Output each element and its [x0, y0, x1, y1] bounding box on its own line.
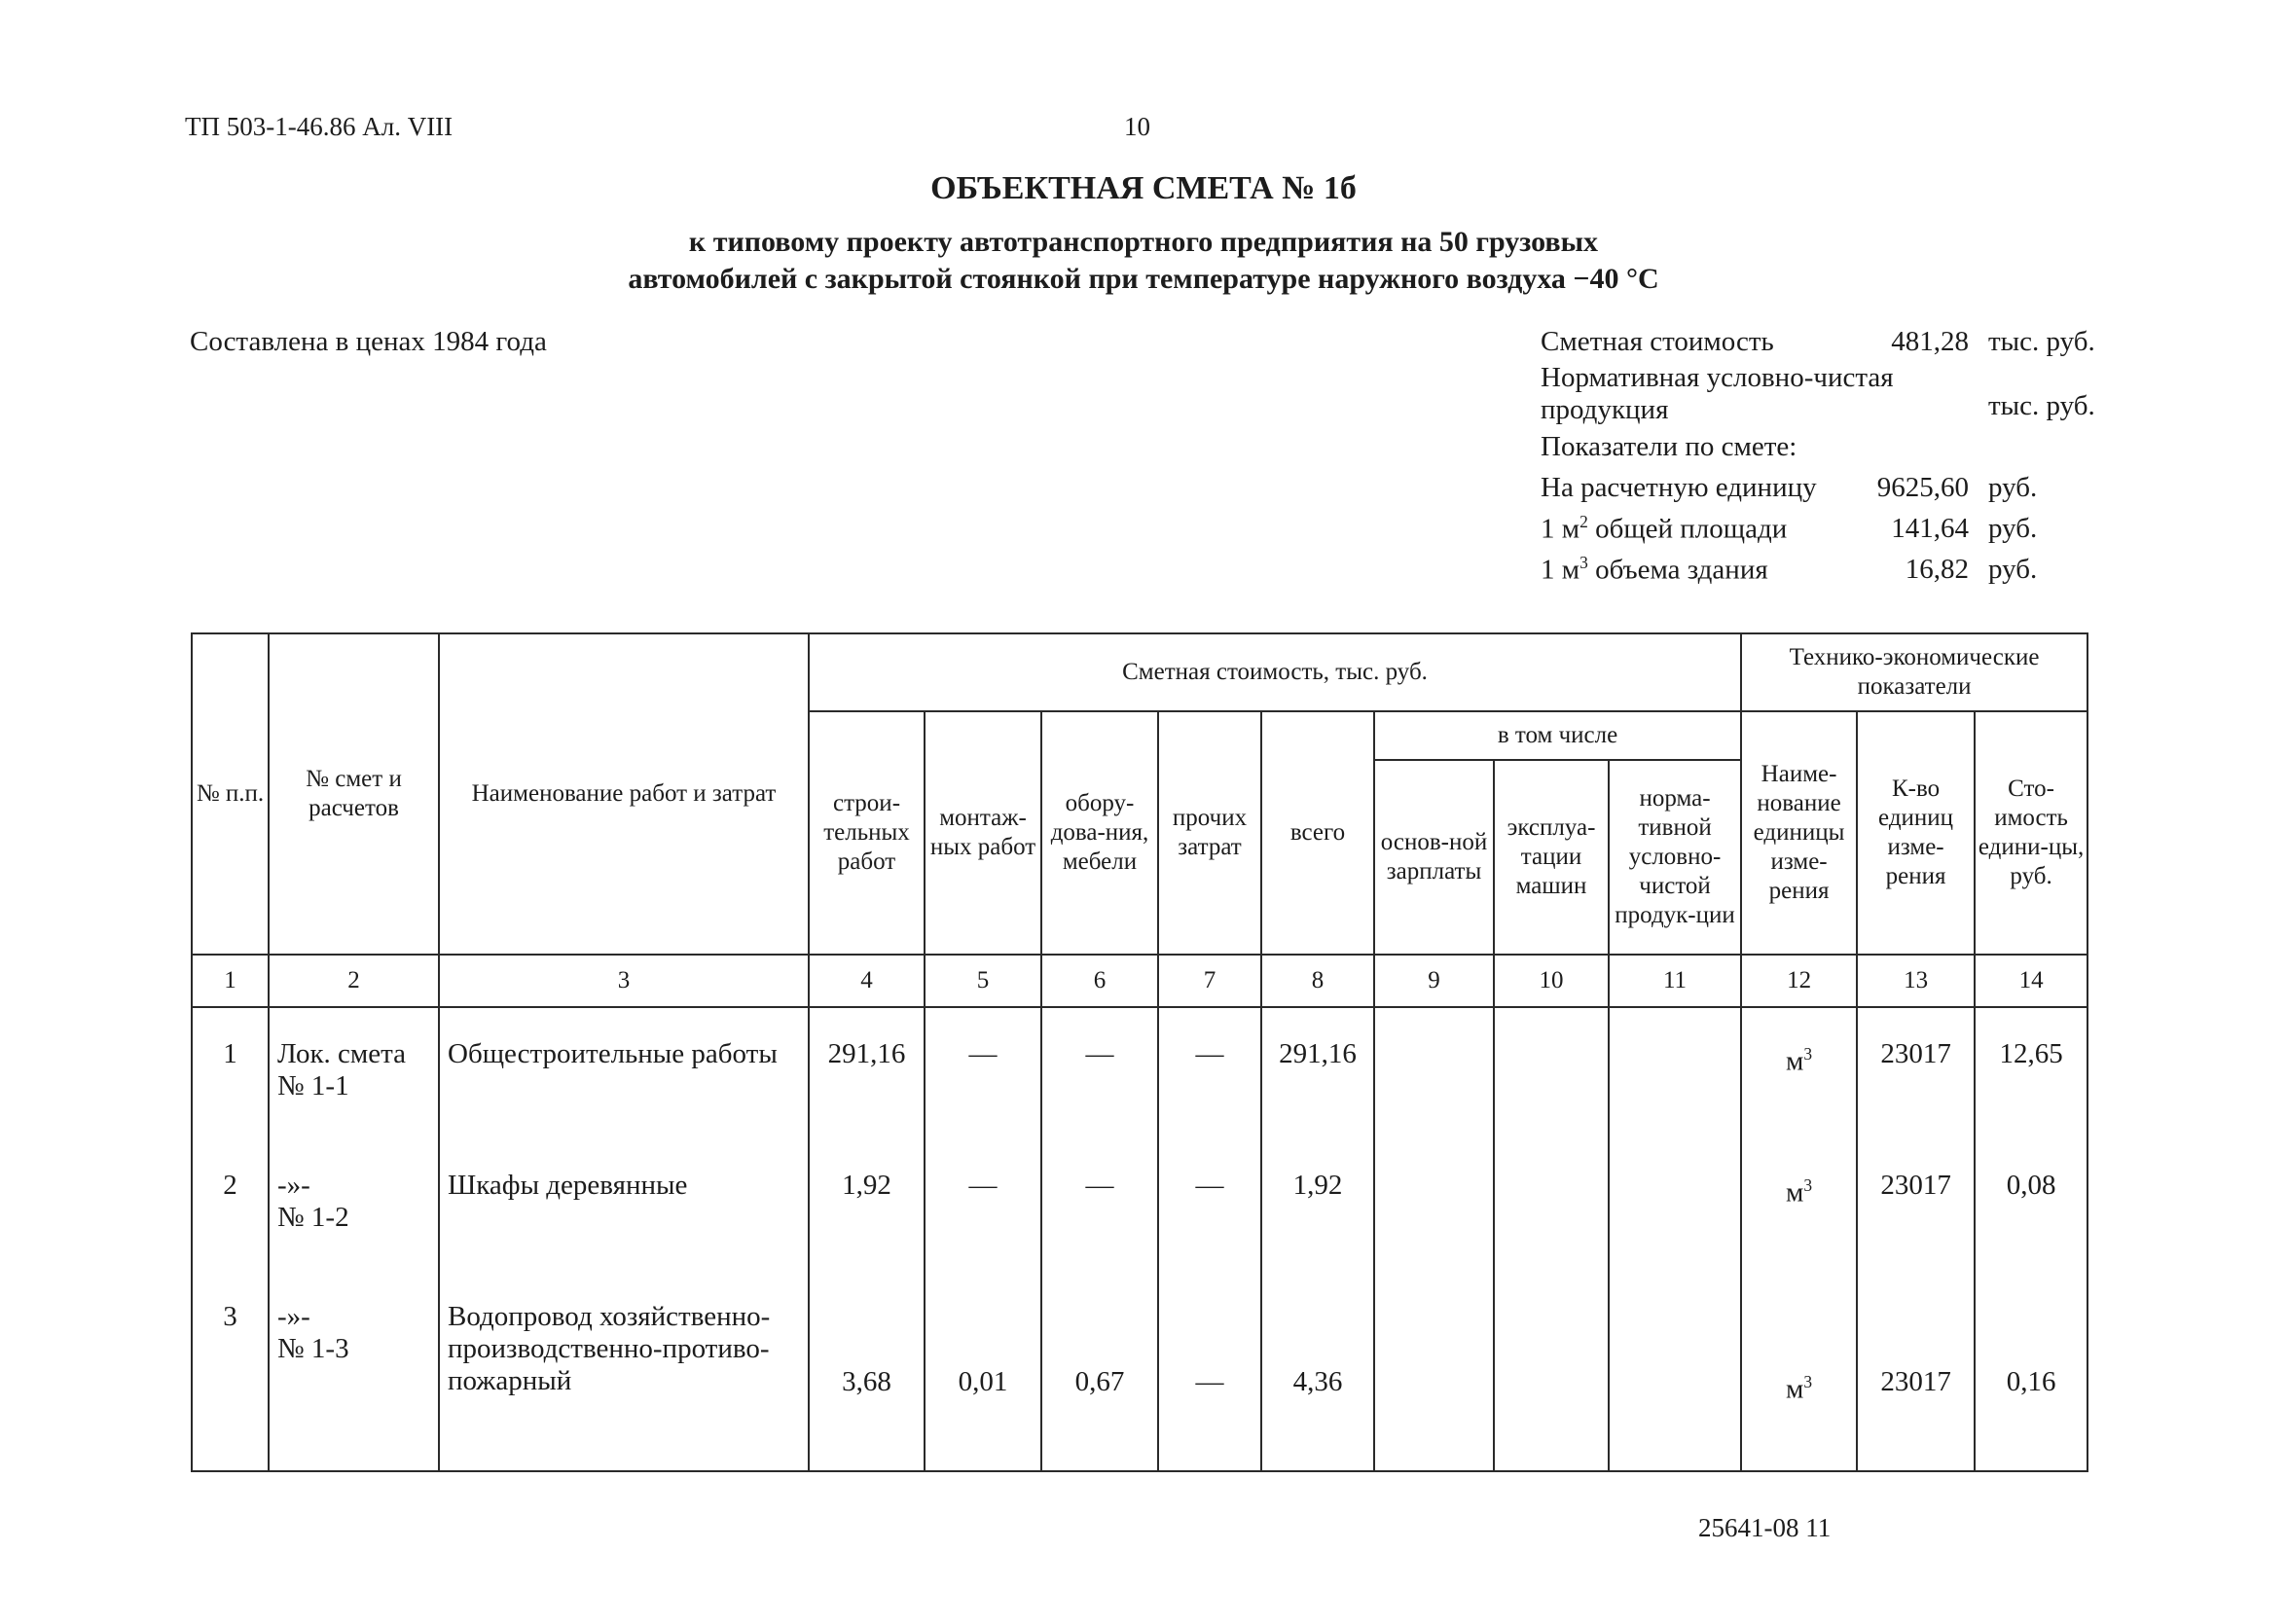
row-installation: —	[925, 1170, 1041, 1301]
row-estimate: -»- № 1-2	[269, 1170, 439, 1301]
row-unit-name: $м^3$	[1741, 1170, 1857, 1301]
summary-value: 481,28	[1891, 325, 1969, 357]
summary-label: 1 $м^3$ объема здания	[1541, 552, 1768, 586]
row-total: 291,16	[1261, 1038, 1374, 1170]
summary-row-normative	[1541, 362, 2095, 426]
summary-row-indicators	[1541, 426, 2095, 467]
row-machines	[1494, 1038, 1609, 1170]
column-number: 11	[1609, 955, 1741, 1007]
spacer-row	[192, 1007, 2087, 1038]
row-estimate: -»- № 1-3	[269, 1301, 439, 1471]
row-name: Шкафы деревянные	[439, 1170, 809, 1301]
header-total: всего	[1261, 711, 1374, 955]
row-unit-count: 23017	[1857, 1170, 1975, 1301]
row-construction: 3,68	[809, 1301, 925, 1471]
row-normative	[1609, 1170, 1741, 1301]
header-tech-group: Технико-экономические показатели	[1741, 633, 2087, 711]
header-installation: монтаж-ных работ	[925, 711, 1041, 955]
row-total: 4,36	[1261, 1301, 1374, 1471]
cost-summary	[1541, 321, 2095, 590]
summary-unit: тыс. руб.	[1988, 390, 2095, 421]
summary-unit: руб.	[1988, 553, 2038, 585]
column-number: 13	[1857, 955, 1975, 1007]
row-estimate: Лок. смета № 1-1	[269, 1038, 439, 1170]
column-number: 6	[1041, 955, 1158, 1007]
row-other: —	[1158, 1301, 1261, 1471]
row-installation: 0,01	[925, 1301, 1041, 1471]
column-number: 14	[1975, 955, 2087, 1007]
summary-label: На расчетную единицу	[1541, 471, 1817, 503]
row-name: Водопровод хозяйственно- производственно-противо- пожарный	[439, 1301, 809, 1471]
row-normative	[1609, 1038, 1741, 1170]
header-other: прочих затрат	[1158, 711, 1261, 955]
subtitle-line-2: автомобилей с закрытой стоянкой при температуре наружного воздуха −40 °С	[628, 263, 1659, 295]
summary-label: 1 $м^2$ общей площади	[1541, 511, 1788, 545]
row-machines	[1494, 1170, 1609, 1301]
footer-code: 25641-08 11	[1698, 1513, 1832, 1542]
header-num: № п.п.	[192, 633, 269, 955]
page-subtitle	[0, 224, 2287, 298]
row-normative	[1609, 1301, 1741, 1471]
row-num: 3	[192, 1301, 269, 1471]
row-total: 1,92	[1261, 1170, 1374, 1301]
column-number: 2	[269, 955, 439, 1007]
prices-note: Составлена в ценах 1984 года	[190, 326, 547, 357]
column-number: 7	[1158, 955, 1261, 1007]
subtitle-line-1: к типовому проекту автотранспортного предприятия на 50 грузовых	[688, 226, 1599, 258]
header-wages: основ-ной зарплаты	[1374, 760, 1494, 955]
row-unit-name: $м^3$	[1741, 1301, 1857, 1471]
header-equipment: обору-дова-ния, мебели	[1041, 711, 1158, 955]
row-num: 2	[192, 1170, 269, 1301]
document-code: ТП 503-1-46.86 Ал. VIII	[185, 112, 454, 141]
estimate-table	[191, 632, 2088, 1472]
row-unit-cost: 0,16	[1975, 1301, 2087, 1471]
table-row	[192, 1170, 2087, 1301]
header-including: в том числе	[1374, 711, 1741, 760]
row-name: Общестроительные работы	[439, 1038, 809, 1170]
column-number: 5	[925, 955, 1041, 1007]
row-unit-count: 23017	[1857, 1301, 1975, 1471]
column-number: 4	[809, 955, 925, 1007]
header-normative: норма-тивной условно-чистой продук-ции	[1609, 760, 1741, 955]
summary-row-per-m3	[1541, 549, 2095, 590]
row-unit-count: 23017	[1857, 1038, 1975, 1170]
summary-unit: тыс. руб.	[1988, 325, 2095, 357]
page-title: ОБЪЕКТНАЯ СМЕТА № 1б	[930, 170, 1357, 206]
row-equipment: —	[1041, 1170, 1158, 1301]
summary-row-per-m2	[1541, 508, 2095, 549]
row-equipment: —	[1041, 1038, 1158, 1170]
summary-value: 141,64	[1891, 512, 1969, 544]
row-installation: —	[925, 1038, 1041, 1170]
table-row	[192, 1038, 2087, 1170]
column-number: 8	[1261, 955, 1374, 1007]
column-number: 12	[1741, 955, 1857, 1007]
summary-unit: руб.	[1988, 512, 2038, 544]
row-other: —	[1158, 1170, 1261, 1301]
header-machines: эксплуа-тации машин	[1494, 760, 1609, 955]
row-wages	[1374, 1170, 1494, 1301]
table-row	[192, 1301, 2087, 1471]
row-equipment: 0,67	[1041, 1301, 1158, 1471]
row-unit-name: $м^3$	[1741, 1038, 1857, 1170]
column-numbers-row	[192, 955, 2087, 1007]
row-machines	[1494, 1301, 1609, 1471]
summary-value: 16,82	[1905, 553, 1969, 585]
column-number: 1	[192, 955, 269, 1007]
row-wages	[1374, 1301, 1494, 1471]
summary-label: Сметная стоимость	[1541, 325, 1774, 357]
summary-row-per-unit	[1541, 467, 2095, 508]
header-name: Наименование работ и затрат	[439, 633, 809, 955]
column-number: 9	[1374, 955, 1494, 1007]
page-number: 10	[1124, 112, 1150, 141]
header-estimate: № смет и расчетов	[269, 633, 439, 955]
header-construction: строи-тельных работ	[809, 711, 925, 955]
header-cost-group: Сметная стоимость, тыс. руб.	[809, 633, 1741, 711]
row-construction: 291,16	[809, 1038, 925, 1170]
row-wages	[1374, 1038, 1494, 1170]
header-unit-count: К-во единиц изме-рения	[1857, 711, 1975, 955]
row-other: —	[1158, 1038, 1261, 1170]
header-unit-cost: Сто-имость едини-цы, руб.	[1975, 711, 2087, 955]
column-number: 3	[439, 955, 809, 1007]
column-number: 10	[1494, 955, 1609, 1007]
row-unit-cost: 0,08	[1975, 1170, 2087, 1301]
header-unit-name: Наиме-нование единицы изме-рения	[1741, 711, 1857, 955]
row-unit-cost: 12,65	[1975, 1038, 2087, 1170]
summary-unit: руб.	[1988, 471, 2038, 503]
summary-label: Нормативная условно-чистая продукция	[1541, 362, 1894, 425]
row-construction: 1,92	[809, 1170, 925, 1301]
summary-row-estimated-cost	[1541, 321, 2095, 362]
summary-value: 9625,60	[1876, 471, 1969, 503]
row-num: 1	[192, 1038, 269, 1170]
summary-label: Показатели по смете:	[1541, 430, 1797, 462]
